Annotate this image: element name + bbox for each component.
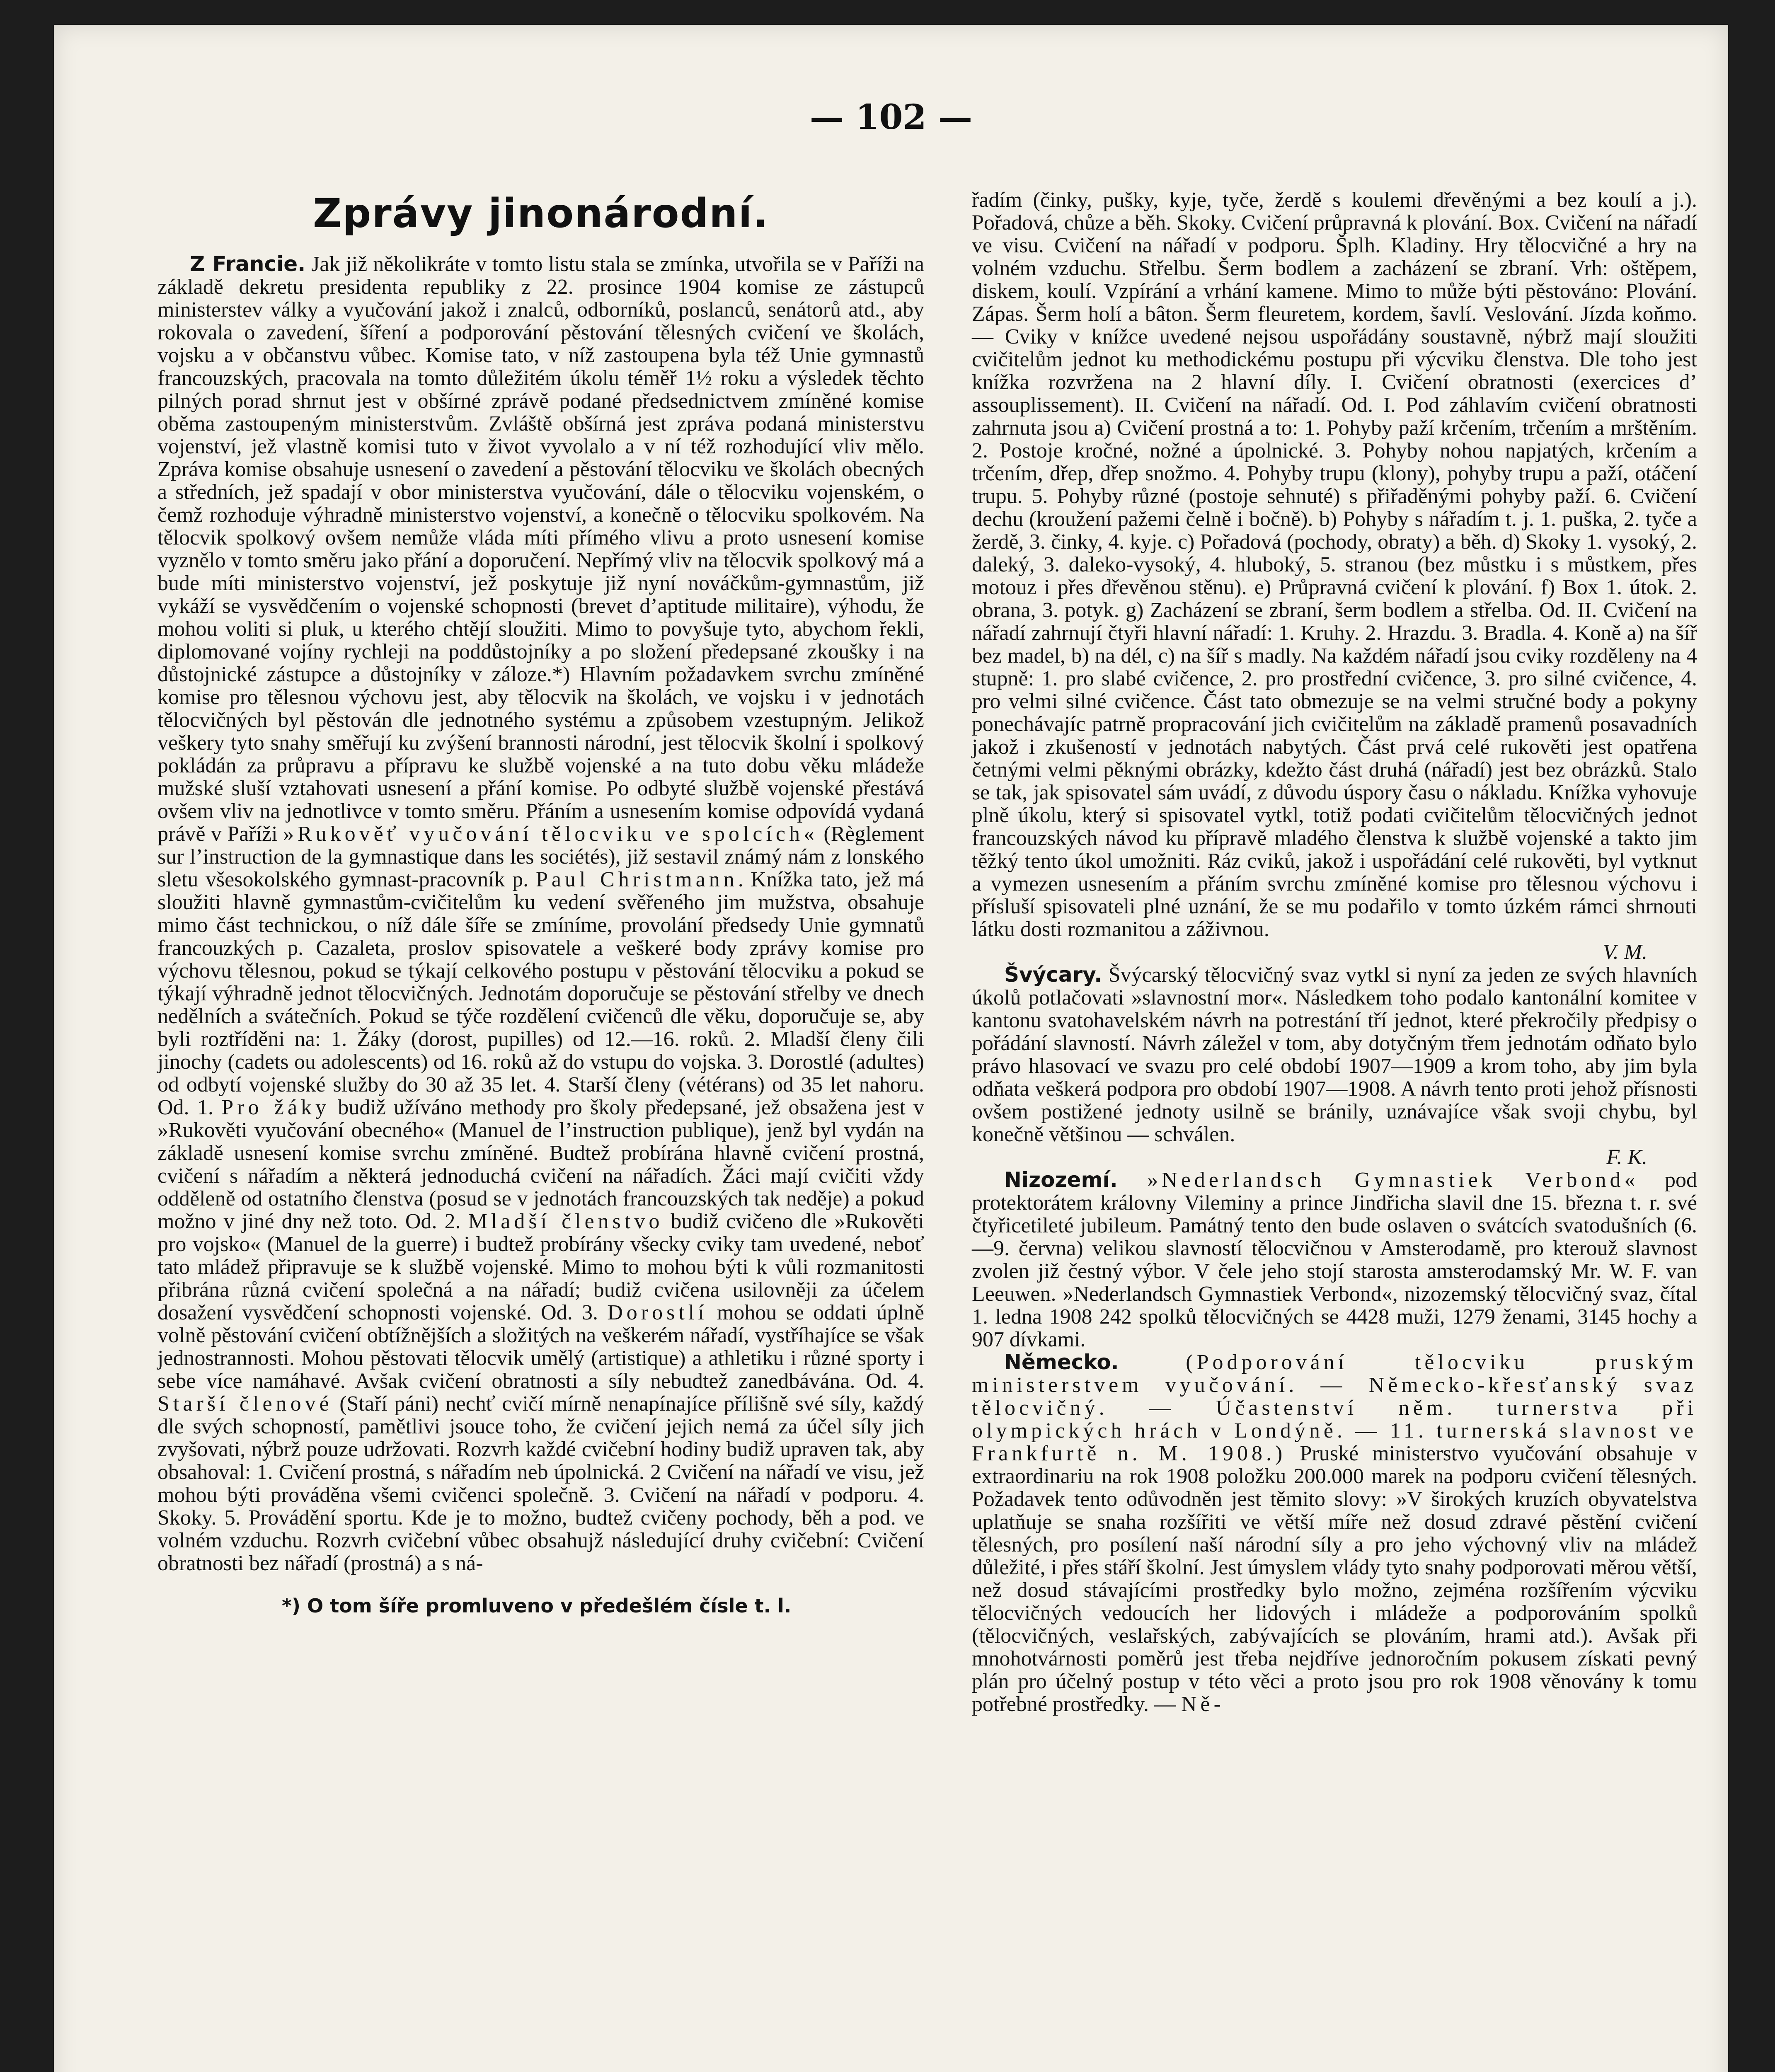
page-number: — 102 — bbox=[809, 97, 973, 137]
signature-vm: V. M. bbox=[1603, 940, 1647, 964]
article-france-continued bbox=[972, 189, 1697, 941]
text-france-5: budiž cvičeno dle »Rukověti pro vojsko« (Manuel de la guerre) i budtež probírány všecky cviky tam uvedené, neboť tato mládež připravuje se k službě vojenské. Mimo to mohou býti k vůli rozmanitosti přibrána různá cvičení společná a na nářadí; budiž cvičena usilovněji za účelem dosažení vysvědčení schopnosti vojenské. Od. 3. bbox=[157, 1210, 924, 1324]
article-france bbox=[157, 253, 924, 1575]
lead-germany: Německo. bbox=[1004, 1350, 1119, 1374]
article-netherlands bbox=[972, 1169, 1697, 1351]
footnote: *) O tom šíře promluveno v předešlém čísle t. l. bbox=[282, 1595, 792, 1617]
lead-netherlands: Nizozemí. bbox=[1004, 1168, 1118, 1192]
text-france-7: (Staří páni) nechť cvičí mírně nenapínajíce přílišně své síly, každý dle svých schopností, pamětlivi jsouce toho, že cvičení jejich nemá za účel síly jich zvyšovati, nýbrž pouze udržovati. Rozvrh každé cvičební hodiny budiž upraven tak, aby obsahoval: 1. Cvičení prostná, s nářadím neb úpolnická. 2 Cvičení na nářadí ve visu, jež mohou býti prováděna všemi cvičenci společně. 3. Cvičení na nářadí v podporu. 4. Skoky. 5. Provádění sportu. Kde je to možno, budtež cvičeny pochody, běh a pod. ve volném vzduchu. Rozvrh cvičební vůbec obsahujž následující druhy cvičební: Cvičení obratnosti bez nářadí (prostná) a s ná- bbox=[157, 1392, 924, 1575]
article-germany bbox=[972, 1351, 1697, 1716]
lead-france: Z Francie. bbox=[190, 252, 306, 276]
spaced-pro-zaky: Pro žáky bbox=[221, 1096, 330, 1119]
text-france-4: budiž užíváno methody pro školy předepsané, jež obsažena jest v »Rukověti vyučování obecného« (Manuel de l’instruction publique), jenž byl vydán na základě usnesení komise svrchu zmíněné. Budtež probírána hlavně cvičení prostná, cvičení s nářadím a některá jednoduchá cvičení na nářadích. Žáci mají cvičiti vždy odděleně od ostatního členstva (posud se v jednotách francouzských tak neděje) a pokud možno v jiné dny než toto. Od. 2. bbox=[157, 1096, 924, 1233]
section-heading: Zprávy jinonárodní. bbox=[313, 190, 769, 237]
text-france-1: Jak již několikráte v tomto listu stala se zmínka, utvořila se v Paříži na základě dekretu presidenta republiky z 22. prosince 1904 komise ze zástupců ministerstev války a vyučování jakož i znalců, odborníků, poslanců, senátorů atd., aby rokovala o zavedení, šíření a podporování pěstování tělesných cvičení ve školách, vojsku a v občanstvu vůbec. Komise tato, v níž zastoupena byla též Unie gymnastů francouzských, pracovala na tomto důležitém úkolu téměř 1½ roku a výsledek těchto pilných porad shrnut jest v obšírné zprávě podané předsednictvem zmíněné komise oběma zastoupeným ministerstvům. Zvláště obšírná jest zpráva podaná ministerstvu vojenství, jež vlastně komisi tuto v život vyvolalo a v ní též rozhodující vliv mělo. Zpráva komise obsahuje usnesení o zavedení a pěstování tělocviku ve školách obecných a středních, jež spadají v obor ministerstva vyučování, dále o tělocviku vojenském, o čemž rozhoduje výhradně ministerstvo vojenství, a konečně o tělocviku spolkovém. Na tělocvik spolkový ovšem nemůže vláda míti přímého vlivu a proto usnesení komise vyznělo v tomto směru jako přání a doporučení. Nepřímý vliv na tělocvik spolkový má a bude míti ministerstvo vojenství, jež poskytuje již nyní nováčkům-gymnastům, již vykáží se vysvědčením o vojenské schopnosti (brevet d’aptitude militaire), výhodu, že mohou voliti si pluk, u kterého chtějí sloužiti. Mimo to povyšuje tyto, abychom řekli, diplomované vojíny rychleji na poddůstojníky a po složení předepsané zkoušky i na důstojnické zástupce a důstojníky v záloze.*) Hlavním požadavkem svrchu zmíněné komise pro tělesnou výchovu jest, aby tělocvik na školách, ve vojsku i v jednotách tělocvičných byl pěstován dle jednotného systému a způsobem vzestupným. Jelikož veškery tyto snahy směřují ku zvýšení brannosti národní, jest tělocvik školní i spolkový pokládán za průpravu a přípravu ke službě vojenské a na tuto dobu věku mládeže mužské sluší vztahovati usnesení a přání komise. Po odbyté službě vojenské přestává ovšem vliv na jednotlivce v tomto směru. Přáním a usnesením komise odpovídá vydaná právě v Paříži bbox=[157, 252, 925, 846]
spaced-verbond: »Nederlandsch Gymnastiek Verbond« bbox=[1117, 1168, 1639, 1192]
spaced-dorostli: Dorostlí bbox=[607, 1301, 708, 1324]
spaced-starsi-clenove: Starší členové bbox=[157, 1392, 333, 1416]
spaced-germany-end: Ně- bbox=[1181, 1692, 1225, 1716]
text-germany: Pruské ministerstvo vyučování obsahuje v extraordinariu na rok 1908 položku 200.000 marek na podporu cvičení tělesných. Požadavek tento odůvodněn jest těmito slovy: »V širokých kruzích obyvatelstva uplatňuje se snaha rozšířiti ve větší míře než dosud zdravé pěstění cvičení tělesných, pro posílení naší národní síly a pro jeho výchovný vliv na mládež důležité, i přes stáří školní. Jest úmyslem vlády tyto snahy podporovati měrou větší, než dosud stávajícími prostředky bylo možno, zejména rozšířením výcviku tělocvičných vedoucích her lidových i mládeže a podporováním spolků (tělocvičných, veslařských, zabývajících se plováním, hrami atd.). Avšak při mnohotvárnosti poměrů jest třeba nejdříve jednoročním pokusem získati pevný plán pro účelný postup v této věci a proto jsou pro rok 1908 věnovány k tomu potřebné prostředky. — bbox=[972, 1442, 1698, 1716]
spaced-author-name: Paul Christmann bbox=[535, 868, 738, 891]
article-switzerland bbox=[972, 963, 1697, 1146]
text-france-continued: řadím (činky, pušky, kyje, tyče, žerdě s koulemi dřevěnými a bez koulí a j.). Pořadová, chůze a běh. Skoky. Cvičení průpravná k plování. Box. Cvičení na nářadí ve visu. Cvičení na nářadí v podporu. Šplh. Kladiny. Hry tělocvičné a hry na volném vzduchu. Střelbu. Šerm bodlem a zacházení se zbraní. Vrh: oštěpem, diskem, koulí. Vzpírání a vrhání kamene. Mimo to může býti pěstováno: Plování. Zápas. Šerm holí a bâton. Šerm fleuretem, kordem, šavlí. Veslování. Jízda koňmo. — Cviky v knížce uvedené nejsou uspořádány soustavně, nýbrž mají sloužiti cvičitelům jednot ku methodickému postupu při výcviku členstva. Dle toho jest knížka rozvržena na 2 hlavní díly. I. Cvičení obratnosti (exercices d’ assouplissement). II. Cvičení na nářadí. Od. I. Pod záhlavím cvičení obratnosti zahrnuta jsou a) Cvičení prostná a to: 1. Pohyby paží krčením, trčením a mrštěním. 2. Postoje kročné, nožné a úpolnické. 3. Pohyby nohou napjatých, krčením a trčením, dřep, dřep snožmo. 4. Pohyby trupu (klony), pohyby trupu a paží, otáčení trupu. 5. Pohyby různé (postoje sehnuté) s přiřaděnými pohyby paží. 6. Cvičení dechu (kroužení pažemi čelně i bočně). b) Pohyby s nářadím t. j. 1. puška, 2. tyče a žerdě, 3. činky, 4. kyje. c) Pořadová (pochody, obraty) a běh. d) Skoky 1. vysoký, 2. daleký, 3. daleko-vysoký, 4. hluboký, 5. stranou (bez můstku i s můstkem, přes motouz i přes dřevěnou stěnu). e) Průpravná cvičení k plování. f) Box 1. útok. 2. obrana, 3. potyk. g) Zacházení se zbraní, šerm bodlem a střelba. Od. II. Cvičení na nářadí zahrnují čtyři hlavní nářadí: 1. Kruhy. 2. Hrazdu. 3. Bradla. 4. Koně a) na šíř bez madel, b) na dél, c) na šíř s madly. Na každém nářadí jsou cviky rozděleny na 4 stupně: 1. pro slabé cvičence, 2. pro prostřední cvičence, 3. pro silné cvičence, 4. pro velmi silné cvičence. Část tato obmezuje se na velmi stručné body a pokyny ponechávajíc patrně propracování jich cvičitelům na základě pramenů posavadních jakož i zkušeností v jednotách nabytých. Část prvá celé rukověti jest opatřena četnými velmi pěknými obrázky, kdežto část druhá (nářadí) jest bez obrázků. Stalo se tak, jak spisovatel sám uvádí, z důvodu úspory času o nákladu. Knížka vyhovuje plně úkolu, který si spisovatel vytkl, totiž podati cvičitelům tělocvičných jednot francouzských návod ku přípravě mladého členstva k službě vojenské a takto jim těžký tento úkol umožniti. Ráz cviků, jakož i uspořádání celé rukověti, byl vytknut a vymezen usnesením a přáním svrchu zmíněné komise pro tělesnou výchovu i přísluší spisovateli plné uznání, že se mu podařilo v tomto úzkém rámci shrnouti látku dosti rozmanitou a záživnou. bbox=[972, 188, 1697, 941]
text-switzerland: Švýcarský tělocvičný svaz vytkl si nyní za jeden ze svých hlavních úkolů potlačovati »slavnostní mor«. Následkem toho podalo kantonální komitee v kantonu svatohavelském návrh na potrestání tří jednot, které překročily předpisy o pořádání slavností. Návrh záležel v tom, aby dotyčným třem jednotám odňato bylo právo hlasovací ve svazu pro celé období 1907—1909 a krom toho, aby jim byla odňata veškerá podpora pro období 1907—1908. A návrh tento proti jehož přísnosti ovšem postižené jednoty usilně se bránily, uznávajíce však svoji chybu, byl konečně většinou — schválen. bbox=[972, 963, 1697, 1146]
page bbox=[54, 25, 1728, 2072]
spaced-germany-topics: (Podporování tělocviku pruským ministerstvem vyučování. — Německo-křesťanský svaz tělocvičný. — Účastenství něm. turnerstva při olympických hrách v Londýně. — 11. turnerská slavnost ve Frankfurtě n. M. 1908.) bbox=[972, 1351, 1697, 1465]
spaced-mladsi-clenstvo: Mladší členstvo bbox=[468, 1210, 664, 1233]
right-column bbox=[972, 189, 1697, 1716]
spaced-title-rukovet: »Rukověť vyučování tělocviku ve spolcích« bbox=[283, 822, 818, 846]
text-netherlands: pod protektorátem královny Vileminy a prince Jindřicha slavil dne 15. března t. r. své čtyřicetileté jubileum. Památný tento den bude oslaven o svátcích svatodušních (6.—9. června) velikou slavností tělocvičnou v Amsterodamě, pro kterouž slavnost zvolen již čestný výbor. V čele jeho stojí starosta amsterodamský Mr. W. F. van Leeuwen. »Nederlandsch Gymnastiek Verbond«, nizozemský tělocvičný svaz, čítal 1. ledna 1908 242 spolků tělocvičných se 4428 muži, 1279 ženami, 3145 hochy a 907 dívkami. bbox=[972, 1168, 1697, 1351]
text-france-6: mohou se oddati úplně volně pěstování cvičení obtížnějších a složitých na veškerém nářadí, vystříhajíce se však jednostrannosti. Mohou pěstovati tělocvik umělý (artistique) a athletiku i různé sporty i sebe více namáhavé. Avšak cvičení obratnosti a síly nebudtež zanedbávána. Od. 4. bbox=[157, 1301, 924, 1393]
lead-switzerland: Švýcary. bbox=[1004, 963, 1102, 987]
text-france-2: (Règlement sur l’instruction de la gymnastique dans les sociétés), již sestavil známý nám z lonského sletu všesokolského gymnast-pracovník p. bbox=[157, 822, 924, 891]
left-column bbox=[157, 189, 924, 1617]
text-france-3: . Knížka tato, jež má sloužiti hlavně gymnastům-cvičitelům ku vedení svěřeného jim mužstva, obsahuje mimo část technickou, o níž dále šíře se zmíníme, provolání předsedy Unie gymnatů francouzkých p. Cazaleta, proslov spisovatele a veškeré body zprávy komise pro výchovu tělesnou, pokud se týkají celkového postupu v pěstování tělocviku a pokud se týkají výhradně jednot tělocvičných. Jednotám doporučuje se pěstování střelby ve dnech nedělních a svátečních. Pokud se týče rozdělení cvičenců dle věku, doporučuje se, aby byli roztříděni na: 1. Žáky (dorost, pupilles) od 12.—16. roků. 2. Mladší členy čili jinochy (cadets ou adolescents) od 16. roků až do vstupu do vojska. 3. Dorostlé (adultes) od odbytí vojenské služby do 30 až 35 let. 4. Starší členy (vétérans) od 35 let nahoru. Od. 1. bbox=[157, 868, 924, 1119]
signature-fk: F. K. bbox=[1606, 1145, 1647, 1169]
